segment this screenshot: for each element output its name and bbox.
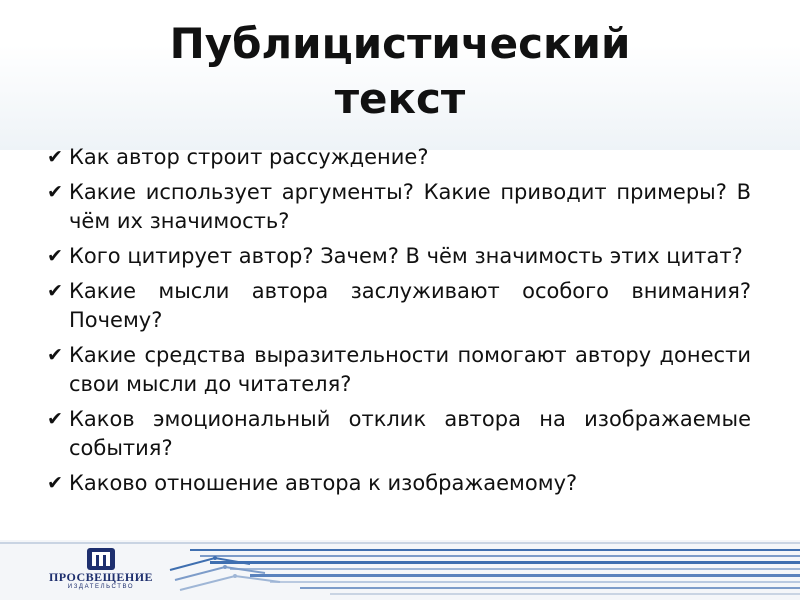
check-mark-icon: ✔ [47, 181, 63, 203]
check-mark-icon: ✔ [47, 408, 63, 430]
question-text: Какие средства выразительности помогают автору донести свои мысли до читателя? [69, 343, 751, 396]
question-item [47, 341, 751, 399]
publisher-logo [42, 547, 160, 593]
question-item [47, 178, 751, 236]
slide-title-line-2: текст [334, 74, 466, 123]
slide-title [0, 16, 800, 126]
question-text: Как автор строит рассуждение? [69, 145, 429, 169]
question-item [47, 242, 751, 271]
question-text: Кого цитирует автор? Зачем? В чём значимость этих цитат? [69, 244, 743, 268]
publisher-name: ПРОСВЕЩЕНИЕ [48, 570, 154, 584]
check-mark-icon: ✔ [47, 245, 63, 267]
check-mark-icon: ✔ [47, 280, 63, 302]
question-text: Какие мысли автора заслуживают особого внимания? Почему? [69, 279, 751, 332]
check-mark-icon: ✔ [47, 344, 63, 366]
check-mark-icon: ✔ [47, 146, 63, 168]
question-item [47, 405, 751, 463]
publisher-emblem-icon [86, 547, 116, 571]
question-item [47, 469, 751, 498]
question-item [47, 277, 751, 335]
question-text: Какие использует аргументы? Какие приводит примеры? В чём их значимость? [69, 180, 751, 233]
question-item [47, 143, 751, 172]
question-list [47, 143, 751, 504]
question-text: Каково отношение автора к изображаемому? [69, 471, 578, 495]
question-text: Каков эмоциональный отклик автора на изображаемые события? [69, 407, 751, 460]
publisher-subtitle: ИЗДАТЕЛЬСТВО [67, 584, 135, 590]
check-mark-icon: ✔ [47, 472, 63, 494]
slide-title-line-1: Публицистический [169, 19, 631, 68]
